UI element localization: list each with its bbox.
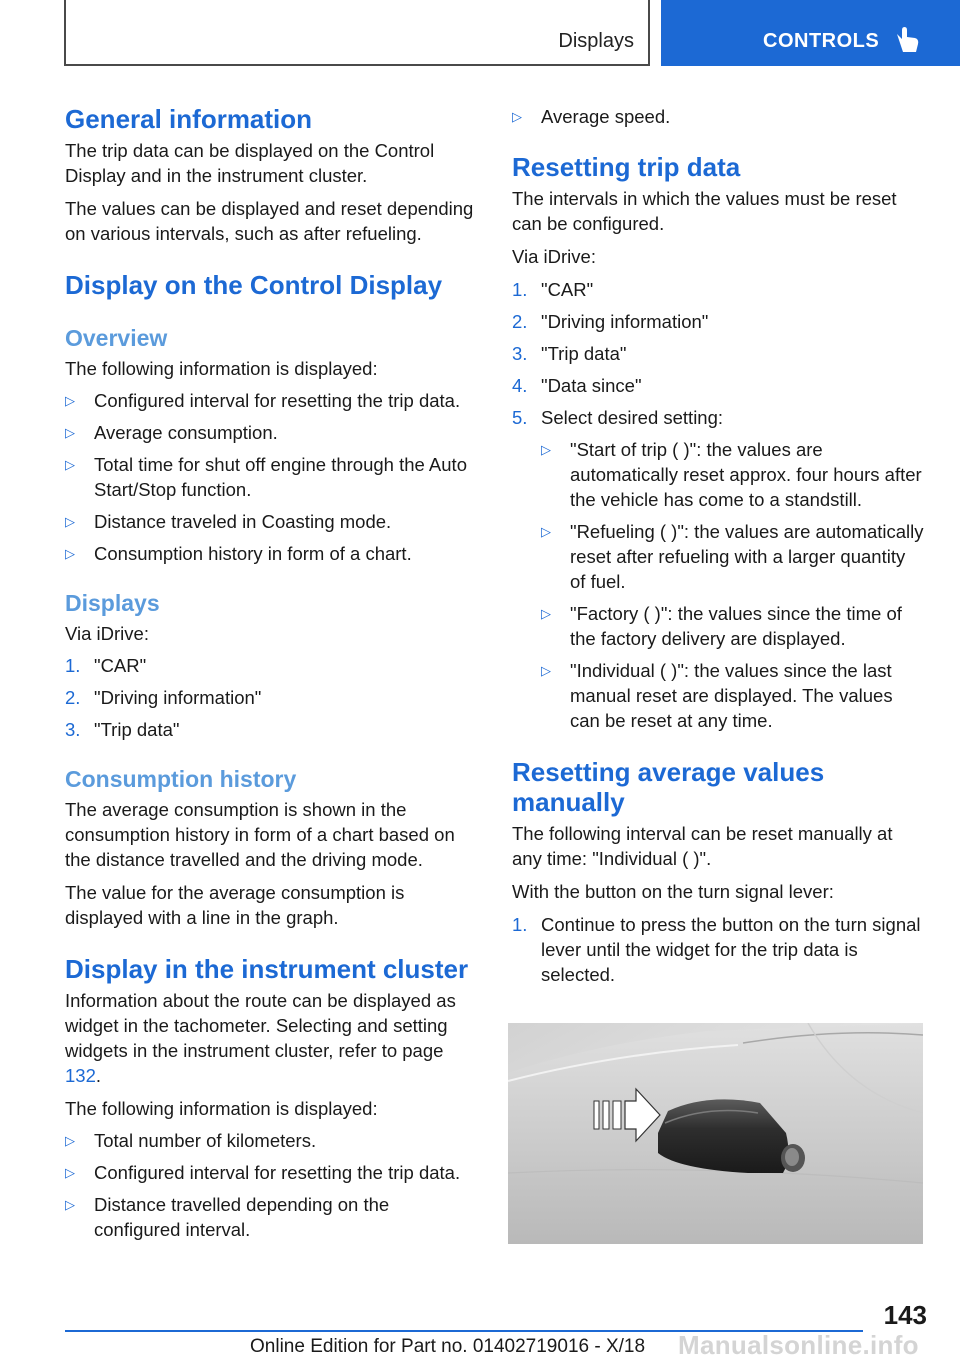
pointing-hand-icon — [893, 24, 921, 54]
instrument-cluster-p1: Information about the route can be displayed as widget in the tachometer. Selecting and setting widgets in the instrument cluster, refer to page 132. — [65, 990, 456, 1086]
list-item: ▷ "Individual ( )": the values since the last manual reset are displayed. The values can be reset at any time. — [541, 658, 924, 733]
resetting-trip-data-heading: Resetting trip data — [512, 152, 741, 182]
instrument-cluster-intro: The following information is displayed: — [65, 1098, 378, 1119]
list-item: ▷ "Start of trip ( )": the values are automatically reset approx. four hours after the vehicle has come to a standstill. — [541, 437, 924, 512]
left-column — [65, 100, 475, 1242]
list-item: 3. "Trip data" — [65, 719, 180, 740]
list-item: ▷ "Factory ( )": the values since the time of the factory delivery are displayed. — [541, 601, 924, 651]
page-number: 143 — [883, 1300, 927, 1330]
resetting-average-heading: Resetting average values manually — [512, 757, 825, 817]
list-item: ▷ Distance traveled in Coasting mode. — [65, 509, 475, 534]
consumption-history-p1: The average consumption is shown in the consumption history in form of a chart based on the distance travelled and the driving mode. — [65, 799, 455, 870]
control-display-heading: Display on the Control Display — [65, 270, 443, 300]
displays-steps — [65, 653, 475, 742]
instrument-cluster-heading: Display in the instrument cluster — [65, 954, 469, 984]
general-information-p1: The trip data can be displayed on the Control Display and in the instrument cluster. — [65, 140, 435, 186]
list-item: 4. "Data since" — [512, 375, 642, 396]
right-column — [512, 100, 924, 987]
list-item: ▷ Average consumption. — [65, 420, 475, 445]
list-item: 5. Select desired setting: — [512, 407, 724, 428]
instrument-cluster-list — [65, 1128, 475, 1242]
general-information-p2: The values can be displayed and reset depending on various intervals, such as after refueling. — [65, 198, 474, 244]
displays-intro: Via iDrive: — [65, 623, 149, 644]
footer-edition: Online Edition for Part no. 01402719016 - X/18 — [250, 1336, 646, 1357]
resetting-p1: The intervals in which the values must be reset can be configured. — [512, 188, 897, 234]
watermark: Manualsonline.info — [678, 1330, 919, 1360]
manual-p1: The following interval can be reset manually at any time: "Individual ( )". — [512, 823, 893, 869]
list-item: ▷ Distance travelled depending on the configured interval. — [65, 1192, 475, 1242]
manual-p2: With the button on the turn signal lever: — [512, 881, 834, 902]
list-item: 1. "CAR" — [65, 655, 147, 676]
list-item: 1. Continue to press the button on the turn signal lever until the widget for the trip data is selected. — [512, 914, 921, 985]
resetting-intro: Via iDrive: — [512, 246, 596, 267]
displays-heading: Displays — [65, 590, 160, 616]
list-item: 1. "CAR" — [512, 279, 594, 300]
overview-list — [65, 388, 475, 566]
continued-list — [512, 104, 924, 129]
header-section-box — [64, 0, 650, 66]
list-item: 2. "Driving information" — [512, 311, 709, 332]
header-section-title: Displays — [558, 30, 634, 52]
consumption-history-heading: Consumption history — [65, 766, 297, 792]
overview-intro: The following information is displayed: — [65, 358, 378, 379]
list-item: ▷ Configured interval for resetting the trip data. — [65, 388, 475, 413]
overview-heading: Overview — [65, 325, 168, 351]
list-item: ▷ Total number of kilometers. — [65, 1128, 475, 1153]
general-information-heading: General information — [65, 104, 313, 134]
list-item: ▷ Total time for shut off engine through the Auto Start/Stop function. — [65, 452, 475, 502]
list-item: ▷ Configured interval for resetting the trip data. — [65, 1160, 475, 1185]
page-reference-link[interactable]: 132 — [65, 1065, 96, 1086]
reset-options-list — [541, 437, 924, 733]
header-chapter-tab[interactable] — [661, 0, 960, 66]
list-item: ▷ "Refueling ( )": the values are automatically reset after refueling with a larger quantity of fuel. — [541, 519, 924, 594]
header-chapter-title: CONTROLS — [763, 30, 880, 52]
list-item: 2. "Driving information" — [65, 687, 262, 708]
list-item: 3. "Trip data" — [512, 343, 627, 364]
list-item: ▷ Consumption history in form of a chart. — [65, 541, 475, 566]
manual-steps — [512, 912, 924, 987]
consumption-history-p2: The value for the average consumption is displayed with a line in the graph. — [65, 882, 405, 928]
list-item: ▷ Average speed. — [512, 104, 924, 129]
resetting-steps — [512, 277, 924, 430]
turn-signal-lever-illustration — [508, 1023, 923, 1244]
